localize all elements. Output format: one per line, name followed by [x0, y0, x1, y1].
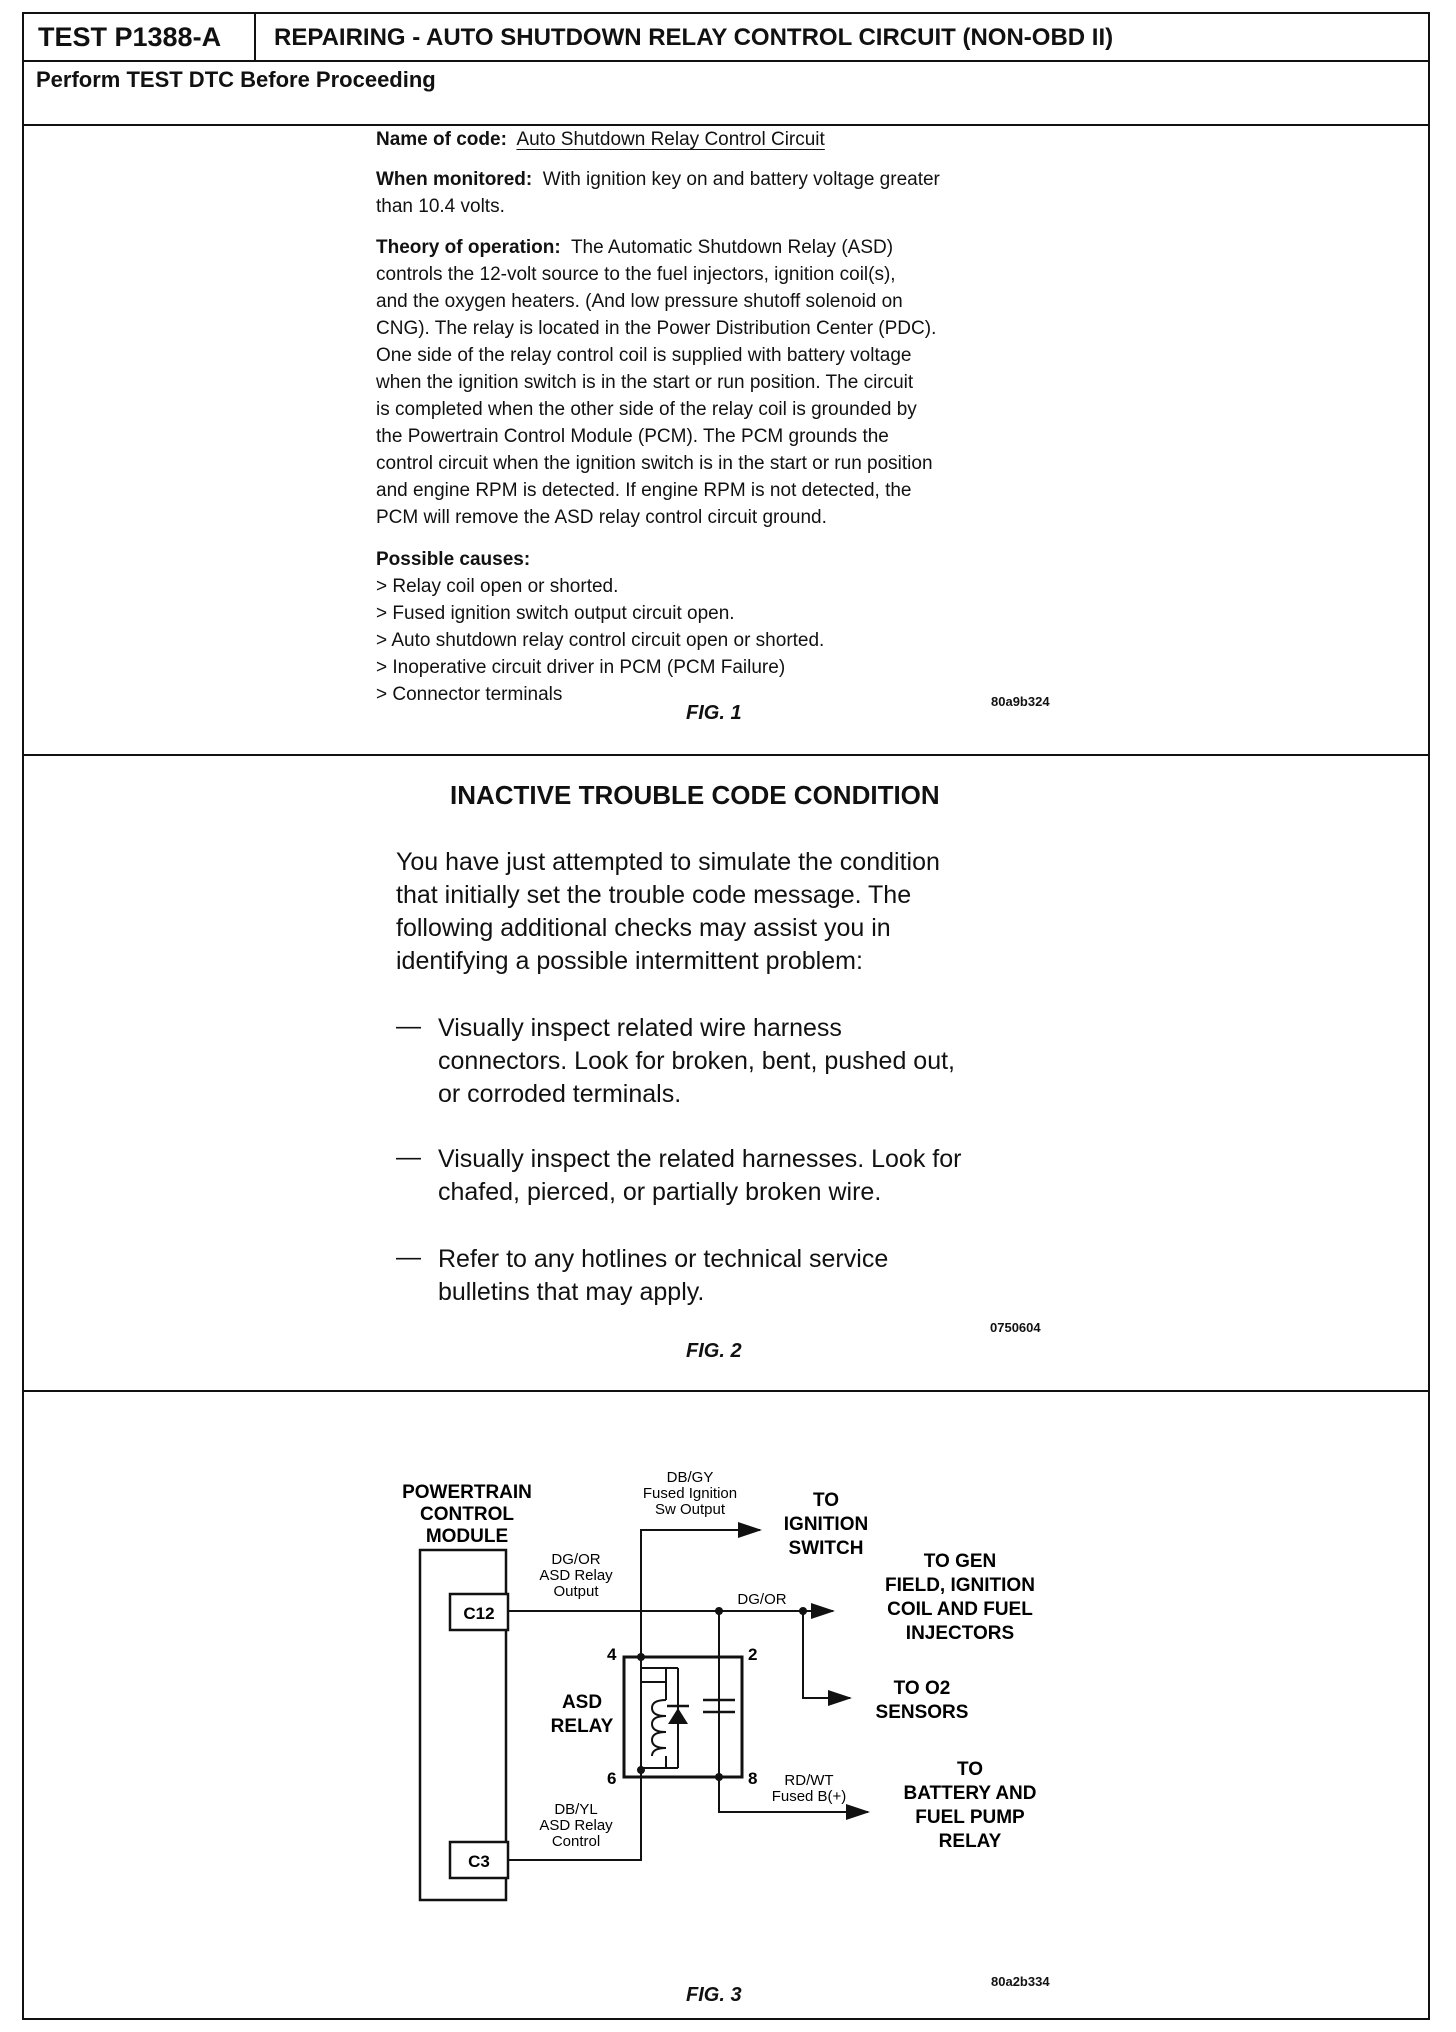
fig2-title: INACTIVE TROUBLE CODE CONDITION	[450, 780, 940, 810]
wire-label: Sw Output	[654, 1501, 726, 1518]
dash-bullet: —	[396, 1012, 421, 1040]
terminal-4: 4	[607, 1645, 617, 1664]
fig3-caption: FIG. 3	[686, 1984, 742, 2006]
wire-label: Control	[551, 1833, 601, 1850]
cause-item: > Fused ignition switch output circuit open.	[376, 603, 735, 624]
dash-bullet: —	[396, 1243, 421, 1271]
causes-label: Possible causes:	[376, 549, 531, 570]
to-ignition-switch	[784, 1490, 868, 1559]
dest-label: FUEL PUMP	[915, 1807, 1025, 1828]
check-line: Refer to any hotlines or technical service	[438, 1245, 889, 1273]
check-line: bulletins that may apply.	[438, 1278, 705, 1306]
wire-label: ASD Relay	[539, 1567, 613, 1584]
terminal-8: 8	[748, 1769, 758, 1788]
dest-label: TO	[956, 1759, 984, 1780]
wire-label-rdwt	[772, 1772, 847, 1805]
intro-line: following additional checks may assist you in	[396, 914, 891, 942]
wire-label: DB/GY	[666, 1469, 714, 1486]
cause-item: > Connector terminals	[376, 684, 563, 705]
when-monitored-text: With ignition key on and battery voltage greater	[542, 169, 940, 190]
check-line: or corroded terminals.	[438, 1080, 682, 1108]
pcm-label-line: POWERTRAIN	[402, 1482, 532, 1503]
check-line: Visually inspect related wire harness	[438, 1014, 842, 1042]
code-name-label: Name of code:	[376, 129, 507, 150]
when-monitored-label: When monitored:	[376, 169, 533, 190]
fig3-id: 80a2b334	[991, 1974, 1050, 1989]
test-id: TEST P1388-A	[24, 14, 256, 60]
dest-label: BATTERY AND	[903, 1783, 1037, 1804]
theory-line: One side of the relay control coil is supplied with battery voltage	[376, 345, 912, 366]
fig1-caption: FIG. 1	[686, 702, 742, 724]
wire-label: Fused B(+)	[771, 1788, 847, 1805]
intro-line: You have just attempted to simulate the condition	[396, 848, 940, 876]
pcm-label-line: CONTROL	[420, 1504, 514, 1525]
theory-line: PCM will remove the ASD relay control circuit ground.	[376, 507, 827, 528]
dest-label: SWITCH	[788, 1538, 864, 1559]
wire-label: Output	[553, 1583, 599, 1600]
dest-label: COIL AND FUEL	[887, 1599, 1033, 1620]
fig2-id: 0750604	[990, 1320, 1041, 1335]
junction-dots	[637, 1607, 807, 1781]
dest-label: INJECTORS	[905, 1623, 1015, 1644]
wire-label: Fused Ignition	[642, 1485, 738, 1502]
intro-line: that initially set the trouble code message. The	[396, 881, 912, 909]
check-line: Visually inspect the related harnesses. Look for	[438, 1145, 962, 1173]
relay-coil	[652, 1700, 666, 1756]
to-battery	[904, 1759, 1037, 1852]
fig1-id: 80a9b324	[991, 694, 1050, 709]
wire-label-dbyl	[539, 1801, 613, 1850]
wire-label: DG/OR	[551, 1551, 601, 1568]
theory-line: is completed when the other side of the relay coil is grounded by	[376, 399, 917, 420]
when-monitored-text-2: than 10.4 volts.	[376, 196, 505, 217]
dest-label: RELAY	[938, 1831, 1002, 1852]
fig2-caption: FIG. 2	[686, 1340, 742, 1362]
dest-label: FIELD, IGNITION	[885, 1575, 1035, 1596]
dest-label: TO	[812, 1490, 840, 1511]
subheader: Perform TEST DTC Before Proceeding	[24, 62, 1428, 126]
theory-line: The Automatic Shutdown Relay (ASD)	[570, 237, 894, 258]
pcm-label	[402, 1482, 532, 1547]
check-line: chafed, pierced, or partially broken wire.	[438, 1178, 882, 1206]
dest-label: TO GEN	[923, 1551, 997, 1572]
terminal-6: 6	[607, 1769, 617, 1788]
terminal-2: 2	[748, 1645, 758, 1664]
theory-line: and engine RPM is detected. If engine RPM is not detected, the	[376, 480, 912, 501]
relay-label-line: ASD	[561, 1692, 603, 1713]
cause-item: > Relay coil open or shorted.	[376, 576, 619, 597]
theory-line: the Powertrain Control Module (PCM). The PCM grounds the	[376, 426, 889, 447]
theory-line: CNG). The relay is located in the Power Distribution Center (PDC).	[376, 318, 937, 339]
wire-label-dgor-output	[539, 1551, 613, 1600]
cause-item: > Inoperative circuit driver in PCM (PCM Failure)	[376, 657, 786, 678]
wire-label: DB/YL	[554, 1801, 598, 1818]
wire-label: ASD Relay	[539, 1817, 613, 1834]
theory-line: control circuit when the ignition switch is in the start or run position	[376, 453, 933, 474]
dash-bullet: —	[396, 1143, 421, 1171]
wire-label-dbgy	[643, 1469, 737, 1518]
asd-relay-label	[551, 1692, 614, 1737]
relay-diode	[668, 1708, 688, 1724]
dest-label: IGNITION	[783, 1514, 869, 1535]
pcm-label-line: MODULE	[425, 1526, 509, 1547]
wire-label: RD/WT	[784, 1772, 834, 1789]
theory-label: Theory of operation:	[376, 237, 561, 258]
dest-label: TO O2	[893, 1678, 951, 1699]
pin-c3: C3	[468, 1852, 490, 1871]
intro-line: identifying a possible intermittent problem:	[396, 947, 863, 975]
to-o2-sensors	[876, 1678, 969, 1723]
test-title: REPAIRING - AUTO SHUTDOWN RELAY CONTROL CIRCUIT (NON-OBD II)	[274, 24, 1114, 51]
theory-line: when the ignition switch is in the start or run position. The circuit	[376, 372, 914, 393]
theory-line: controls the 12-volt source to the fuel injectors, ignition coil(s),	[376, 264, 896, 285]
theory-line: and the oxygen heaters. (And low pressure shutoff solenoid on	[376, 291, 903, 312]
cause-item: > Auto shutdown relay control circuit open or shorted.	[376, 630, 825, 651]
dest-label: SENSORS	[875, 1702, 969, 1723]
code-name-value: Auto Shutdown Relay Control Circuit	[516, 129, 825, 150]
wire-label-dgor: DG/OR	[737, 1591, 787, 1608]
pin-c12: C12	[463, 1604, 495, 1623]
check-line: connectors. Look for broken, bent, pushed out,	[438, 1047, 956, 1075]
relay-label-line: RELAY	[550, 1716, 614, 1737]
to-gen-field	[885, 1551, 1035, 1644]
